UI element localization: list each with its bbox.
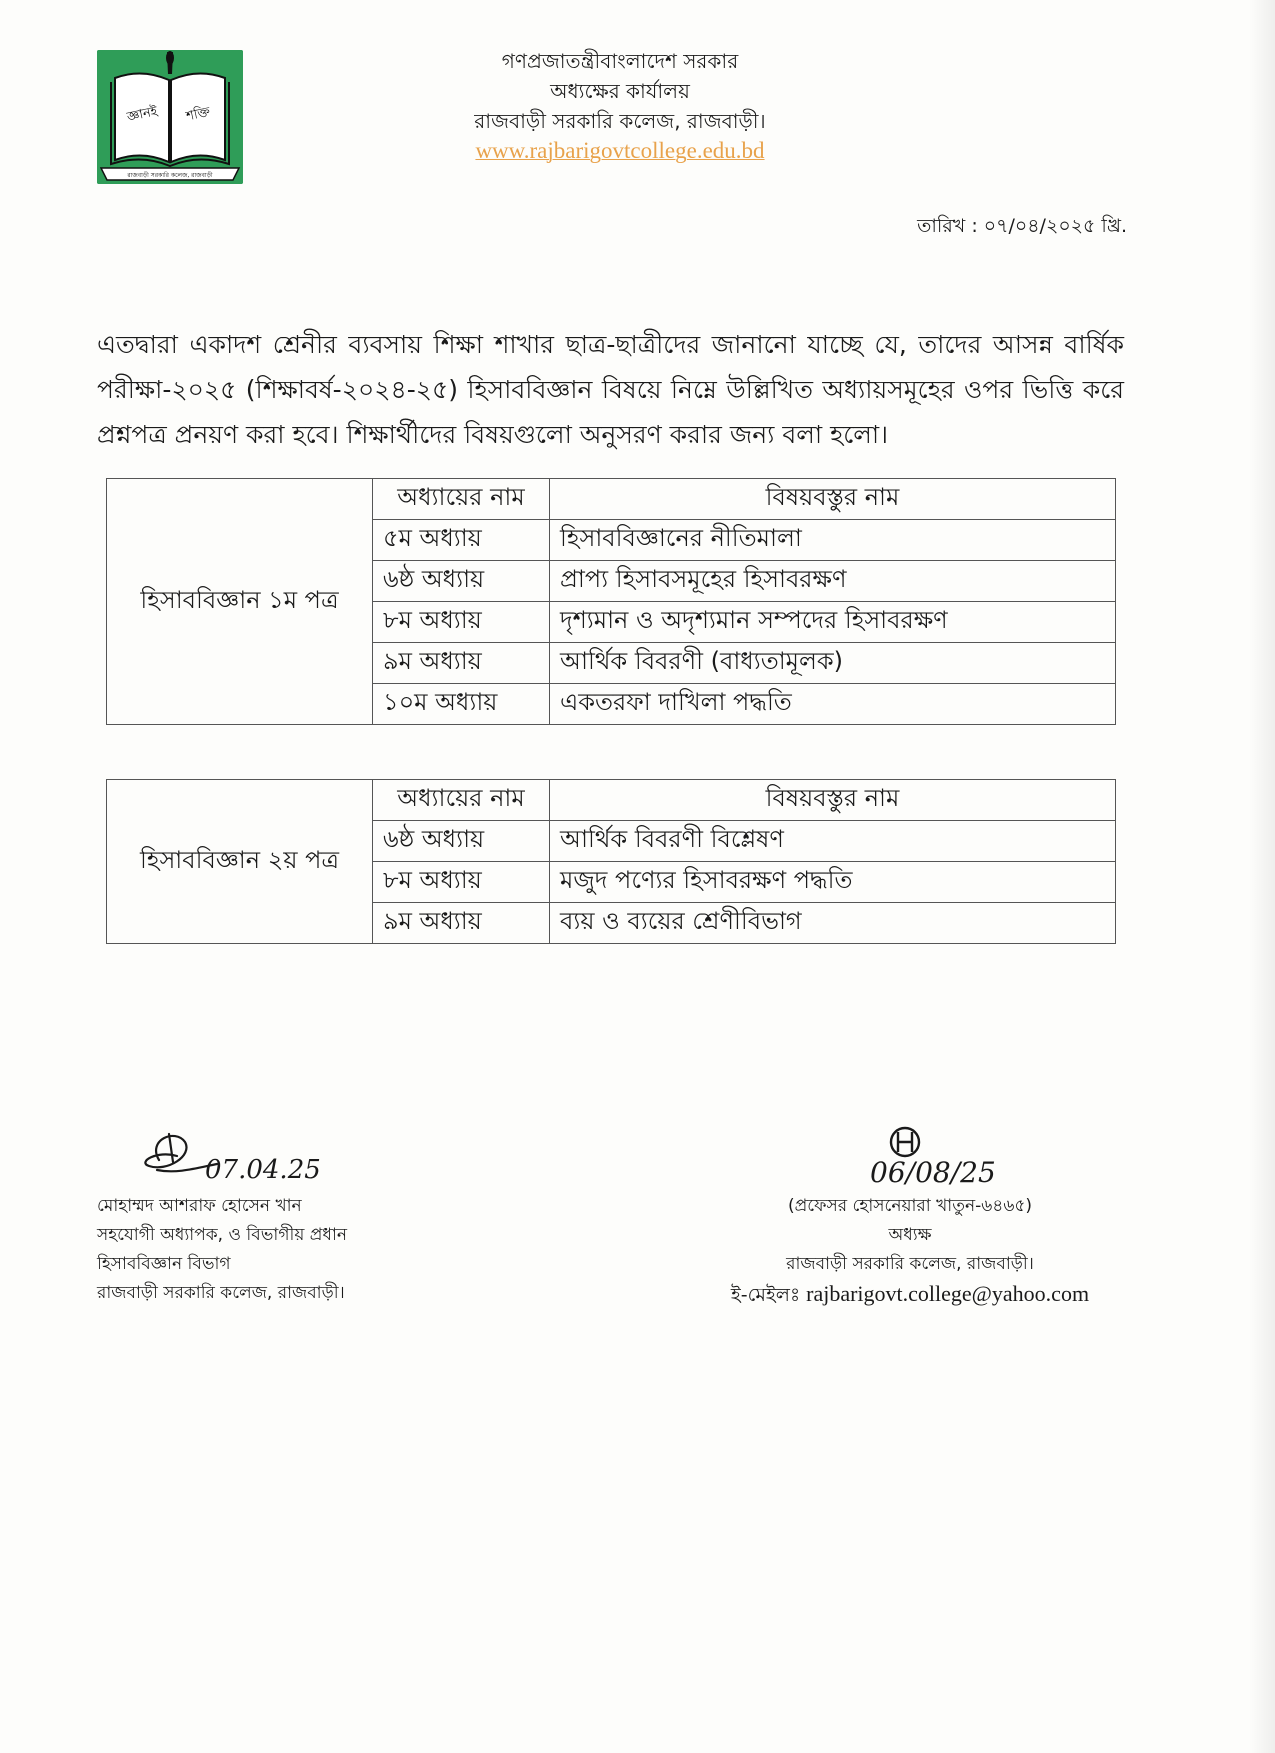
- signer-designation-right: অধ্যক্ষ: [888, 1225, 932, 1245]
- syllabus-table-paper-2: [106, 779, 1116, 944]
- signature-scribble-icon: [97, 1120, 357, 1192]
- signature-block-left: [97, 1120, 517, 1308]
- svg-text:শক্তি: শক্তি: [184, 104, 212, 125]
- chapter-cell: ৮ম অধ্যায়: [373, 602, 550, 643]
- chapter-cell: ৯ম অধ্যায়: [373, 643, 550, 684]
- svg-text:06/08/25: 06/08/25: [870, 1156, 996, 1189]
- signer-name-left: মোহাম্মদ আশরাফ হোসেন খান: [97, 1196, 302, 1216]
- chapter-cell: ৬ষ্ঠ অধ্যায়: [373, 561, 550, 602]
- topic-cell: আর্থিক বিবরণী (বাধ্যতামূলক): [550, 643, 1116, 684]
- chapter-cell: ৬ষ্ঠ অধ্যায়: [373, 821, 550, 862]
- signature-scribble-icon: [700, 1120, 1120, 1192]
- topic-cell: মজুদ পণ্যের হিসাবরক্ষণ পদ্ধতি: [550, 862, 1116, 903]
- topic-cell: ব্যয় ও ব্যয়ের শ্রেণীবিভাগ: [550, 903, 1116, 944]
- chapter-cell: ৫ম অধ্যায়: [373, 520, 550, 561]
- notice-body: এতদ্বারা একাদশ শ্রেনীর ব্যবসায় শিক্ষা শাখার ছাত্র-ছাত্রীদের জানানো যাচ্ছে যে, তাদের আসন্ন বার্ষিক পরীক্ষা-২০২৫ (শিক্ষাবর্ষ-২০২৪-২৫) হিসাববিজ্ঞান বিষয়ে নিম্নে উল্লিখিত অধ্যায়সমূহের ওপর ভিত্তি করে প্রশ্নপত্র প্রনয়ণ করা হবে। শিক্ষার্থীদের বিষয়গুলো অনুসরণ করার জন্য বলা হলো।: [97, 330, 1124, 449]
- syllabus-table-paper-1: [106, 478, 1116, 725]
- chapter-cell: ১০ম অধ্যায়: [373, 684, 550, 725]
- topic-cell: দৃশ্যমান ও অদৃশ্যমান সম্পদের হিসাবরক্ষণ: [550, 602, 1116, 643]
- handwritten-signature-right: [700, 1120, 1120, 1192]
- govt-name: গণপ্রজাতন্ত্রীবাংলাদেশ সরকার: [501, 49, 739, 73]
- topic-cell: প্রাপ্য হিসাবসমূহের হিসাবরক্ষণ: [550, 561, 1116, 602]
- contact-email: [700, 1279, 1120, 1310]
- svg-text:07.04.25: 07.04.25: [205, 1155, 321, 1185]
- notice-date: তারিখ : ০৭/০৪/২০২৫ খ্রি.: [917, 215, 1127, 237]
- chapter-header: অধ্যায়ের নাম: [373, 479, 550, 520]
- signer-designation-left: সহযোগী অধ্যাপক, ও বিভাগীয় প্রধান: [97, 1225, 348, 1245]
- college-name: রাজবাড়ী সরকারি কলেজ, রাজবাড়ী।: [474, 109, 766, 133]
- handwritten-signature-left: [97, 1120, 517, 1192]
- topic-cell: আর্থিক বিবরণী বিশ্লেষণ: [550, 821, 1116, 862]
- signer-institution-right: রাজবাড়ী সরকারি কলেজ, রাজবাড়ী।: [786, 1254, 1034, 1274]
- college-logo-book-pen-icon: [97, 50, 243, 184]
- topic-header: বিষয়বস্তুর নাম: [550, 780, 1116, 821]
- chapter-cell: ৮ম অধ্যায়: [373, 862, 550, 903]
- topic-cell: একতরফা দাখিলা পদ্ধতি: [550, 684, 1116, 725]
- college-website-link[interactable]: www.rajbarigovtcollege.edu.bd: [475, 138, 765, 163]
- email-address-link[interactable]: rajbarigovt.college@yahoo.com: [806, 1281, 1090, 1306]
- topic-cell: হিসাববিজ্ঞানের নীতিমালা: [550, 520, 1116, 561]
- chapter-header: অধ্যায়ের নাম: [373, 780, 550, 821]
- paper-name-cell: হিসাববিজ্ঞান ২য় পত্র: [107, 780, 373, 944]
- signer-department-left: হিসাববিজ্ঞান বিভাগ: [97, 1254, 231, 1274]
- table-header-row: [107, 780, 1116, 821]
- college-logo: [97, 50, 243, 184]
- topic-header: বিষয়বস্তুর নাম: [550, 479, 1116, 520]
- scan-edge-shadow: [1249, 0, 1275, 1753]
- office-name: অধ্যক্ষের কার্যালয়: [550, 79, 690, 103]
- letterhead: [360, 46, 880, 166]
- table-header-row: [107, 479, 1116, 520]
- signer-institution-left: রাজবাড়ী সরকারি কলেজ, রাজবাড়ী।: [97, 1283, 345, 1303]
- signer-name-right: (প্রফেসর হোসনেয়ারা খাতুন-৬৪৬৫): [787, 1196, 1033, 1216]
- svg-text:জ্ঞানই: জ্ঞানই: [125, 104, 159, 126]
- signature-block-right: [700, 1120, 1120, 1310]
- email-label: ই-মেইলঃ: [730, 1284, 801, 1306]
- chapter-cell: ৯ম অধ্যায়: [373, 903, 550, 944]
- svg-text:রাজবাড়ী সরকারি কলেজ, রাজবাড়ী: রাজবাড়ী সরকারি কলেজ, রাজবাড়ী: [127, 172, 213, 179]
- paper-name-cell: হিসাববিজ্ঞান ১ম পত্র: [107, 479, 373, 725]
